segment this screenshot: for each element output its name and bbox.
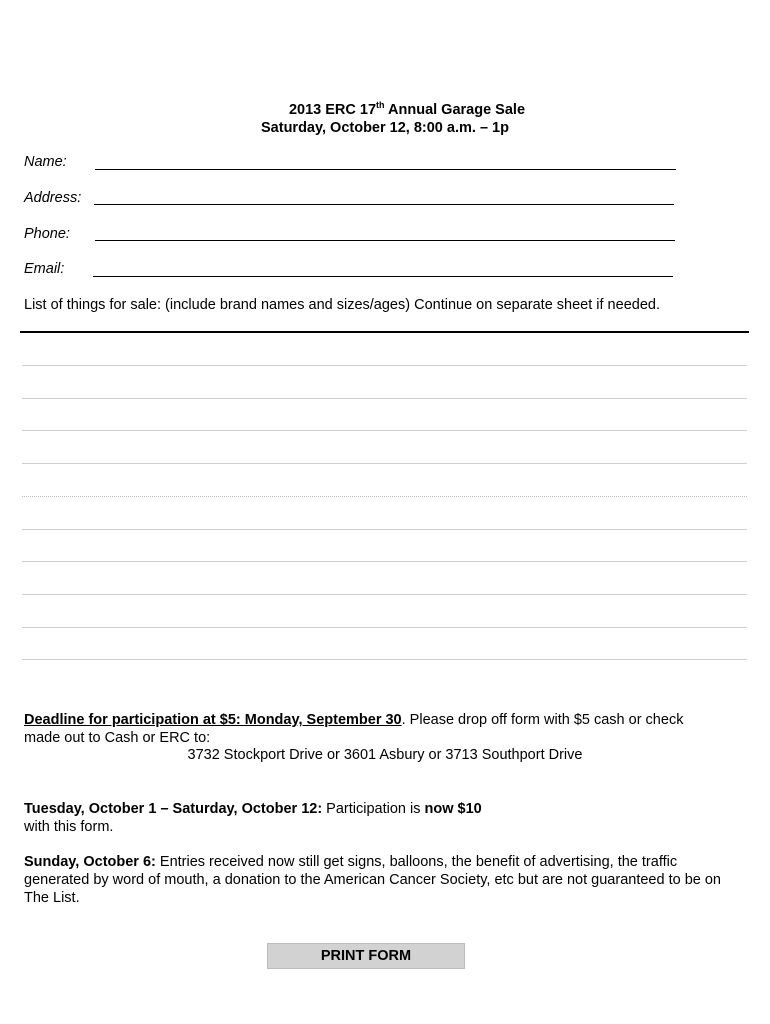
email-label: Email: <box>24 261 65 277</box>
list-row[interactable] <box>22 561 747 562</box>
deadline-text-1: . Please drop off form with $5 cash or check <box>401 712 684 728</box>
sunday-paragraph <box>24 853 744 907</box>
title-ordinal-suffix: th <box>376 100 385 110</box>
title-suffix: Annual Garage Sale <box>384 102 526 118</box>
email-line <box>93 276 673 277</box>
phone-line <box>95 240 675 241</box>
address-field[interactable] <box>94 185 674 203</box>
form-subtitle: Saturday, October 12, 8:00 a.m. – 1p <box>261 120 509 136</box>
phone-field[interactable] <box>95 221 675 239</box>
tuesday-text-1: Participation is <box>322 801 425 817</box>
list-row[interactable] <box>22 430 747 431</box>
list-row[interactable] <box>22 496 747 497</box>
title-prefix: 2013 ERC 17 <box>288 102 377 118</box>
list-row[interactable] <box>22 398 747 399</box>
deadline-heading: Deadline for participation at $5: Monday, September 30 <box>24 712 402 728</box>
list-row[interactable] <box>22 529 747 530</box>
name-label: Name: <box>24 154 67 170</box>
list-instructions: List of things for sale: (include brand names and sizes/ages) Continue on separate sheet if needed. <box>24 297 660 313</box>
sunday-heading: Sunday, October 6: <box>24 854 156 870</box>
tuesday-price: now $10 <box>424 801 482 817</box>
deadline-paragraph <box>24 711 744 747</box>
name-line <box>95 169 676 170</box>
name-field[interactable] <box>95 150 676 168</box>
email-field[interactable] <box>93 257 673 275</box>
tuesday-paragraph <box>24 800 744 836</box>
dropoff-addresses-text: 3732 Stockport Drive or 3601 Asbury or 3713 Southport Drive <box>187 747 583 763</box>
list-row[interactable] <box>22 463 747 464</box>
tuesday-heading: Tuesday, October 1 – Saturday, October 12: <box>24 801 323 817</box>
address-label: Address: <box>24 190 82 206</box>
list-row[interactable] <box>22 594 747 595</box>
dropoff-addresses <box>0 747 770 763</box>
tuesday-text-2: with this form. <box>24 819 114 835</box>
deadline-text-2: made out to Cash or ERC to: <box>24 730 211 746</box>
list-row[interactable] <box>22 627 747 628</box>
sunday-text: Entries received now still get signs, balloons, the benefit of advertising, the traffic generated by word of mouth, a donation to the American Cancer Society, etc but are not guaranteed to be on The List. <box>24 854 721 906</box>
address-line <box>94 204 674 205</box>
form-title <box>22 100 770 118</box>
print-form-button[interactable]: PRINT FORM <box>267 943 465 969</box>
list-row[interactable] <box>22 659 747 660</box>
phone-label: Phone: <box>24 226 70 242</box>
list-top-rule <box>20 331 749 333</box>
list-row[interactable] <box>22 365 747 366</box>
